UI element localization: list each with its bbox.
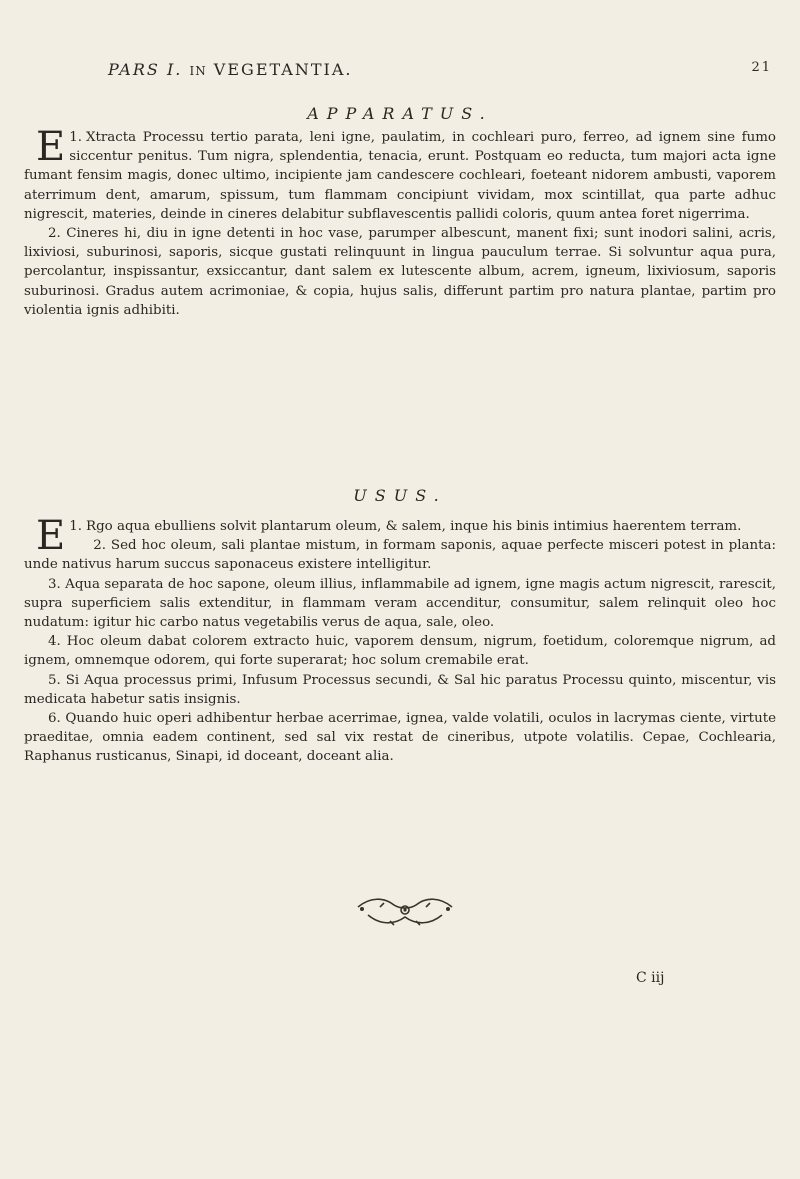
initial-letter: E <box>36 513 66 559</box>
printer-ornament-icon <box>350 895 460 929</box>
section-title-usus: USUS. <box>353 486 447 505</box>
usus-paragraph-6: 6. Quando huic operi adhibentur herbae acerrimae, ignea, valde volatili, oculos in lacrymas ciente, virtute praeditae, omnia eadem continent, sed sal vix restat de cineribus, utpote volatilis. Cepae, Cochlearia, Raphanus rusticanus, Sinapi, id doceant, doceant alia. <box>24 711 776 765</box>
usus-paragraph-5: 5. Si Aqua processus primi, Infusum Processus secundi, & Sal hic paratus Processu quinto, miscentur, vis medicata habetur satis insignis. <box>24 672 776 707</box>
paragraph-number: 1. <box>69 519 82 534</box>
apparatus-paragraph-1 <box>24 124 776 224</box>
initial-letter: E <box>36 124 66 170</box>
usus-paragraph-3: 3. Aqua separata de hoc sapone, oleum illius, inflammabile ad ignem, igne magis actum nigrescit, rarescit, supra superficiem salis extenditur, in flammam veram accenditur, consumitur, salem relinquit oleo hoc nudatum: igitur hic carbo natus vegetabilis verus de aqua, sale, oleo. <box>24 576 776 631</box>
apparatus-paragraph-2: 2. Cineres hi, diu in igne detenti in hoc vase, parumper albescunt, manent fixi; sunt inodori salini, acris, lixiviosi, suburinosi, saporis, sicque gustati relinquunt in lingua pauculum terrae. Si solvuntur aqua pura, percolantur, inspissantur, exsiccantur, dant salem ex lutescente album, acrem, igneum, lixiviosum, saporis suburinosi. Gradus autem acrimoniae, & copia, hujus salis, differunt partim pro natura plantae, partim pro violentia ignis adhibiti. <box>24 226 776 318</box>
signature-mark: C iij <box>636 970 665 986</box>
paragraph-text: Rgo aqua ebulliens solvit plantarum oleum, & salem, inque his binis intimius haerentem terram. <box>85 519 742 534</box>
paragraph-text: Xtracta Processu tertio parata, leni igne, paulatim, in cochleari puro, ferreo, ad ignem sine fumo siccentur penitus. Tum nigra, splendentia, tenacia, erunt. Postquam eo reducta, tum majori acta igne fumant fensim magis, donec ultimo, incipiente jam candescere cochleari, foeteant nidorem ambusti, vaporem aterrimum dent, amarum, spissum, tum flammam concipiunt vividam, mox scintillat, qua parte adhuc nigrescit, materies, deinde in cineres delabitur subflavescentis pallidi coloris, quum antea foret nigerrima. <box>24 130 776 222</box>
page-number: 21 <box>751 60 772 75</box>
paragraph-number: 1. <box>69 130 82 145</box>
apparatus-section <box>24 124 776 320</box>
usus-section <box>24 513 776 767</box>
usus-paragraph-4: 4. Hoc oleum dabat colorem extracto huic, vaporem densum, nigrum, foetidum, coloremque nigrum, ad ignem, omnemque odorem, qui forte superarat; hoc solum cremabile erat. <box>24 634 776 669</box>
running-title: PARS I. IN VEGETANTIA. <box>108 60 353 79</box>
section-title-apparatus: APPARATUS. <box>307 104 493 123</box>
usus-paragraph-2: 2. Sed hoc oleum, sali plantae mistum, in formam saponis, aquae perfecte misceri potest in planta: unde nativus harum succus saponaceus existere intelligitur. <box>24 538 776 573</box>
